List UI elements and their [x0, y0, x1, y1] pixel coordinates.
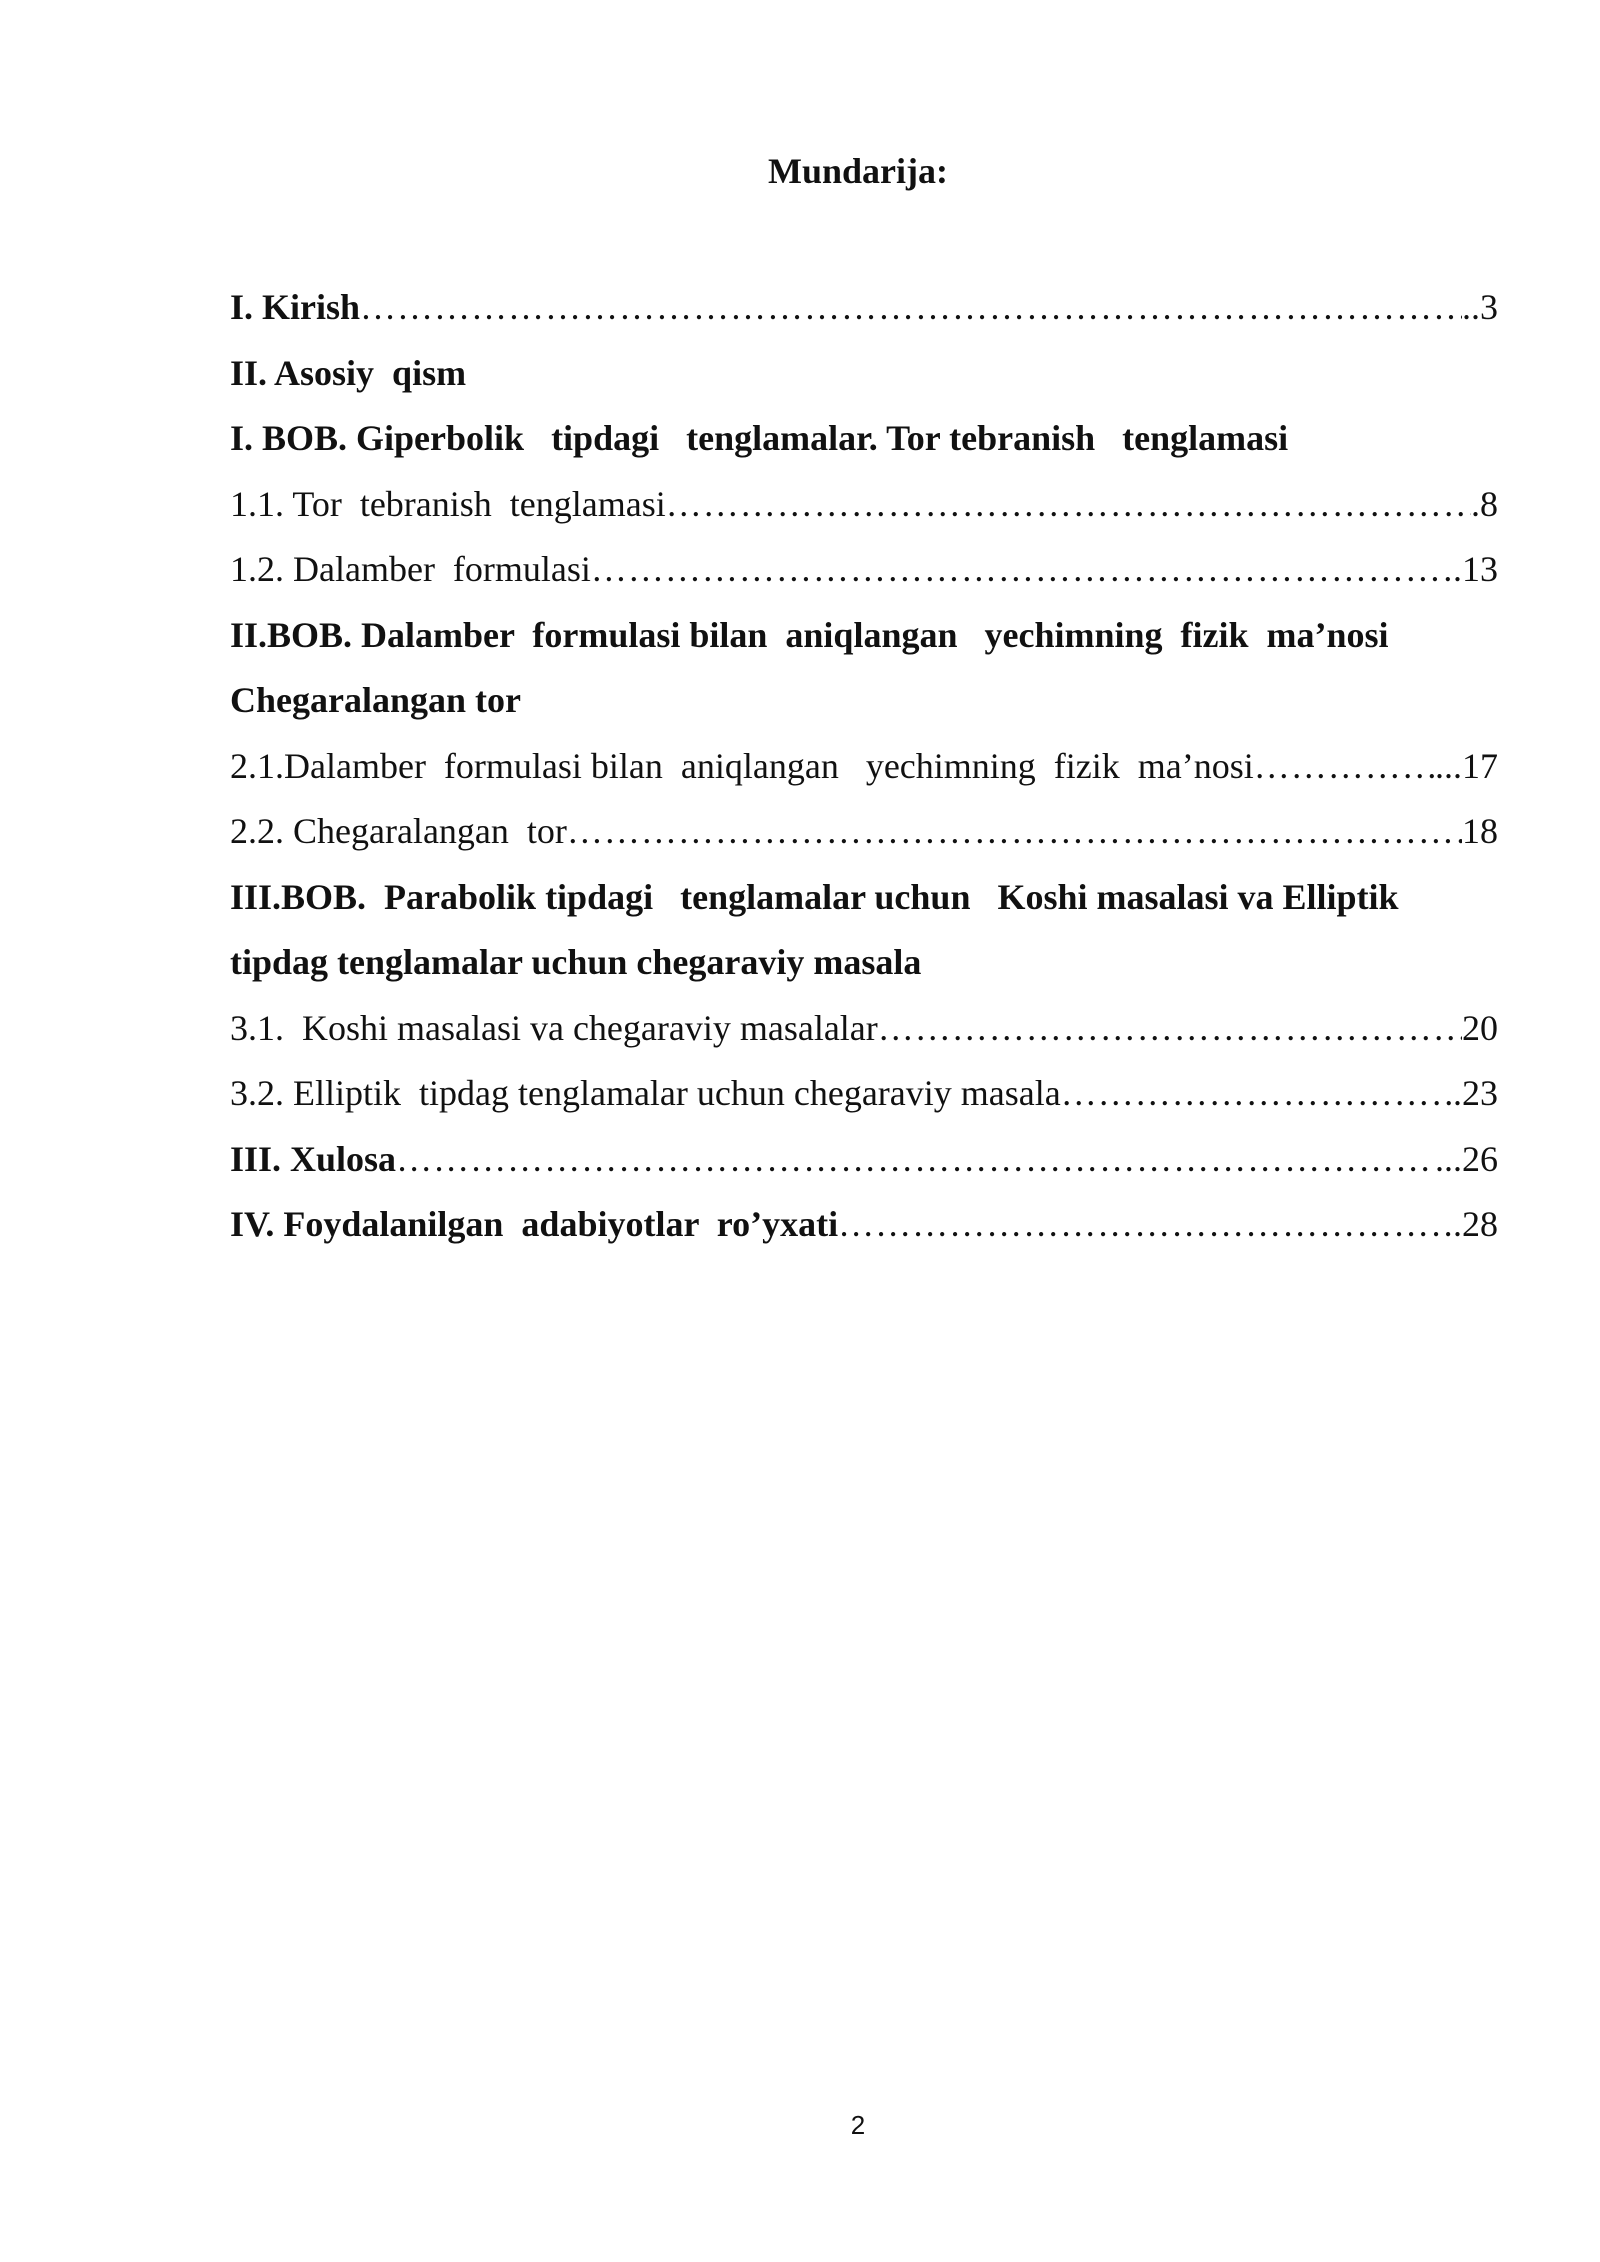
toc-page-dots: ...	[1435, 1138, 1462, 1179]
toc-page-dots: .	[1453, 1204, 1462, 1244]
toc-page-dots: .	[1453, 1073, 1462, 1113]
toc-heading-bob-1	[230, 406, 1498, 472]
toc-entry-label: 2.1.Dalamber formulasi bilan aniqlangan yechimning fizik ma’nosi	[230, 745, 1254, 786]
dot-leader	[360, 275, 1462, 341]
toc-page-number: 28	[1462, 1204, 1498, 1244]
toc-entry-adabiyotlar	[230, 1192, 1498, 1258]
toc-entry-label: Chegaralangan tor	[230, 680, 521, 720]
toc-heading-bob-2	[230, 603, 1498, 669]
toc-entry-2-2	[230, 799, 1498, 865]
toc-entry-label: 1.1. Tor tebranish tenglamasi	[230, 483, 666, 524]
toc-entry-xulosa	[230, 1127, 1498, 1193]
toc-entry-1-1	[230, 472, 1498, 538]
dot-leader	[878, 996, 1462, 1062]
toc-entry-label: 1.2. Dalamber formulasi	[230, 549, 591, 589]
toc-heading-asosiy-qism	[230, 341, 1498, 407]
toc-entry-label: III. Xulosa	[230, 1138, 397, 1179]
page-title: Mundarija:	[768, 151, 948, 191]
dot-leader	[591, 537, 1453, 603]
toc-page-number: 26	[1462, 1138, 1498, 1179]
toc-entry-label: II. Asosiy qism	[230, 352, 467, 393]
toc-page-number: 20	[1462, 1007, 1498, 1048]
toc-entry-label: III.BOB. Parabolik tipdagi tenglamalar uchun Koshi masalasi va Elliptik	[230, 876, 1399, 917]
toc-entry-label: tipdag tenglamalar uchun chegaraviy masala	[230, 942, 922, 982]
toc-page-dots: ..	[1462, 287, 1480, 327]
dot-leader	[1254, 734, 1435, 800]
toc-entry-kirish	[230, 275, 1498, 341]
dot-leader	[396, 1127, 1435, 1193]
toc-entry-3-2	[230, 1061, 1498, 1127]
toc-entry-label: IV. Foydalanilgan adabiyotlar ro’yxati	[230, 1204, 839, 1244]
toc-page-number: 8	[1480, 483, 1498, 524]
page-number: 2	[850, 2110, 866, 2140]
toc-entry-label: 2.2. Chegaralangan tor	[230, 811, 567, 851]
toc-page-dots: .	[1453, 549, 1462, 589]
toc-entry-3-1	[230, 996, 1498, 1062]
toc-page-number: 13	[1462, 549, 1498, 589]
toc-entry-label: II.BOB. Dalamber formulasi bilan aniqlangan yechimning fizik ma’nosi	[230, 614, 1389, 655]
toc-page-number: 18	[1462, 811, 1498, 851]
toc-entry-label: I. BOB. Giperbolik tipdagi tenglamalar. Tor tebranish tenglamasi	[230, 418, 1289, 458]
toc-entry-label: I. Kirish	[230, 287, 361, 327]
toc-page-dots: ...	[1435, 745, 1462, 786]
toc-page-dots: .	[1471, 483, 1480, 524]
dot-leader	[838, 1192, 1453, 1258]
toc-entry-label: 3.2. Elliptik tipdag tenglamalar uchun chegaraviy masala	[230, 1073, 1061, 1113]
toc-entry-1-2	[230, 537, 1498, 603]
dot-leader	[666, 472, 1471, 538]
toc-entry-2-1	[230, 734, 1498, 800]
toc-heading-bob-2-cont	[230, 668, 1498, 734]
toc-page-number: 17	[1462, 745, 1498, 786]
toc-page-number: 3	[1480, 287, 1498, 327]
toc-heading-bob-3-cont	[230, 930, 1498, 996]
toc-page-number: 23	[1462, 1073, 1498, 1113]
dot-leader	[567, 799, 1462, 865]
table-of-contents	[230, 275, 1498, 1258]
toc-heading-bob-3	[230, 865, 1498, 931]
dot-leader	[1061, 1061, 1453, 1127]
toc-entry-label: 3.1. Koshi masalasi va chegaraviy masalalar	[230, 1007, 878, 1048]
